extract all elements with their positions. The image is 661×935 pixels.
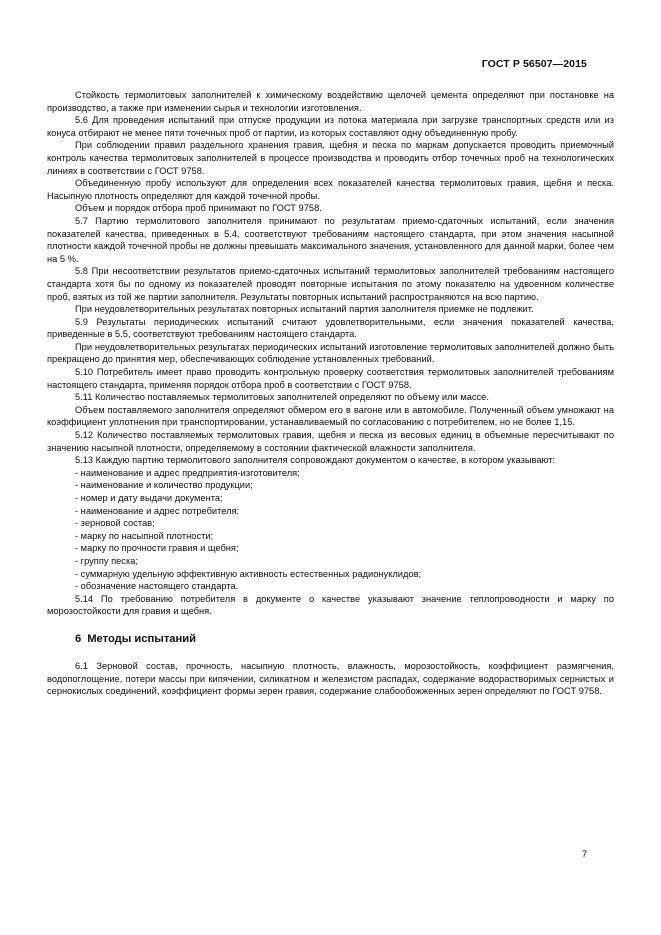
list-item: - суммарную удельную эффективную активность естественных радионуклидов; (75, 568, 422, 579)
section-title-text: Методы испытаний (87, 632, 197, 645)
paragraph: 5.8 При несоответствии результатов приемо-сдаточных испытаний термолитовых заполнителей требованиям настоящего стандарта хотя бы по одному из показателей проводят повторные испытания по этому показателю на удвоенном количестве проб, взятых из той же партии заполнителя. Результаты повторных испытаний распространяются на всю партию. (47, 266, 614, 302)
paragraph: 5.6 Для проведения испытаний при отпуске продукции из потока материала при загрузке транспортных средств или из конуса отбирают не менее пяти точечных проб от партии, из которых составляют одну объединенную пробу. (47, 115, 614, 138)
paragraph: Объем и порядок отбора проб принимают по ГОСТ 9758. (75, 203, 322, 214)
list-item: - обозначение настоящего стандарта. (75, 581, 239, 592)
paragraph: 5.10 Потребитель имеет право проводить контрольную проверку соответствия термолитовых заполнителей требованиям настоящего стандарта, применяя порядок отбора проб в соответствии с ГОСТ 9758. (47, 367, 614, 390)
section-number: 6 (75, 632, 82, 645)
paragraph: При неудовлетворительных результатах повторных испытаний партия заполнителя приемке не подлежит. (75, 304, 534, 315)
paragraph: При соблюдении правил раздельного хранения гравия, щебня и песка по маркам допускается проводить приемочный контроль качества термолитовых заполнителей в процессе производства и проводить отбор точечных проб на технологических линиях в соответствии с ГОСТ 9758. (47, 140, 614, 176)
section-heading (47, 632, 614, 646)
list-item: - наименование и адрес предприятия-изготовителя; (75, 467, 300, 478)
paragraph: 5.14 По требованию потребителя в документе о качестве указывают значение теплопроводности и марку по морозостойкости для гравия и щебня. (47, 593, 614, 617)
paragraph: 5.9 Результаты периодических испытаний считают удовлетворительными, если значения показателей качества, приведенные в 5.5, соответствуют требованиям настоящего стандарта. (47, 316, 614, 340)
paragraph: Объединенную пробу используют для определения всех показателей качества термолитовых гравия, щебня и песка. Насыпную плотность определяют для каждой точечной пробы. (47, 178, 614, 201)
quality-document-list (47, 467, 614, 593)
paragraph: 5.11 Количество поставляемых термолитовых заполнителей определяют по объему или массе. (75, 392, 489, 403)
list-item: - группу песка; (75, 555, 138, 566)
paragraph: Объем поставляемого заполнителя определяют обмером его в вагоне или в автомобиле. Полученный объем умножают на коэффициент уплотнения при транспортировании, устанавливаемый по согласованию с потребителем, но не более 1,15. (47, 404, 614, 428)
paragraph: Стойкость термолитовых заполнителей к химическому воздействию щелочей цемента определяют при постановке на производство, а также при изменении сырья и технологии изготовления. (47, 90, 614, 113)
list-item: - зерновой состав; (75, 518, 155, 529)
list-item: - номер и дату выдачи документа; (75, 493, 223, 503)
list-item: - наименование и адрес потребителя; (75, 505, 240, 516)
paragraph: 6.1 Зерновой состав, прочность, насыпную плотность, влажность, морозостойкость, коэффициент размягчения, водопоглощение, потери массы при кипячении, силикатном и железистом распадах, содержание водорастворимых сернистых и сернокислых соединений, коэффициент формы зерен гравия, содержание слабообожженных зерен определяют по ГОСТ 9758. (47, 660, 614, 697)
document-code-header: ГОСТ Р 56507—2015 (481, 58, 587, 70)
paragraph: При неудовлетворительных результатах периодических испытаний изготовление термолитовых заполнителей должно быть прекращено до принятия мер, обеспечивающих соблюдение установленных требований. (47, 341, 614, 365)
paragraph: 5.13 Каждую партию термолитового заполнителя сопровождают документом о качестве, в котором указывают: (75, 455, 556, 466)
page-number: 7 (581, 849, 587, 859)
list-item: - марку по прочности гравия и щебня; (75, 543, 239, 554)
list-item: - наименование и количество продукции; (75, 480, 253, 491)
list-item: - марку по насыпной плотности; (75, 530, 214, 541)
paragraph: 5.12 Количество поставляемых термолитовых гравия, щебня и песка из весовых единиц в объемные пересчитывают по значению насыпной плотности, определяемому в состоянии фактической влажности заполнителя. (47, 430, 614, 453)
document-body (47, 89, 614, 698)
paragraph: 5.7 Партию термолитового заполнителя принимают по результатам приемо-сдаточных испытаний, если значения показателей качества, приведенных в 5.4, соответствуют требованиям настоящего стандарта, при этом значения насыпной плотности каждой точечной пробы не должны превышать максимального значения, установленного для данной марки, более чем на 5 %. (47, 215, 614, 264)
